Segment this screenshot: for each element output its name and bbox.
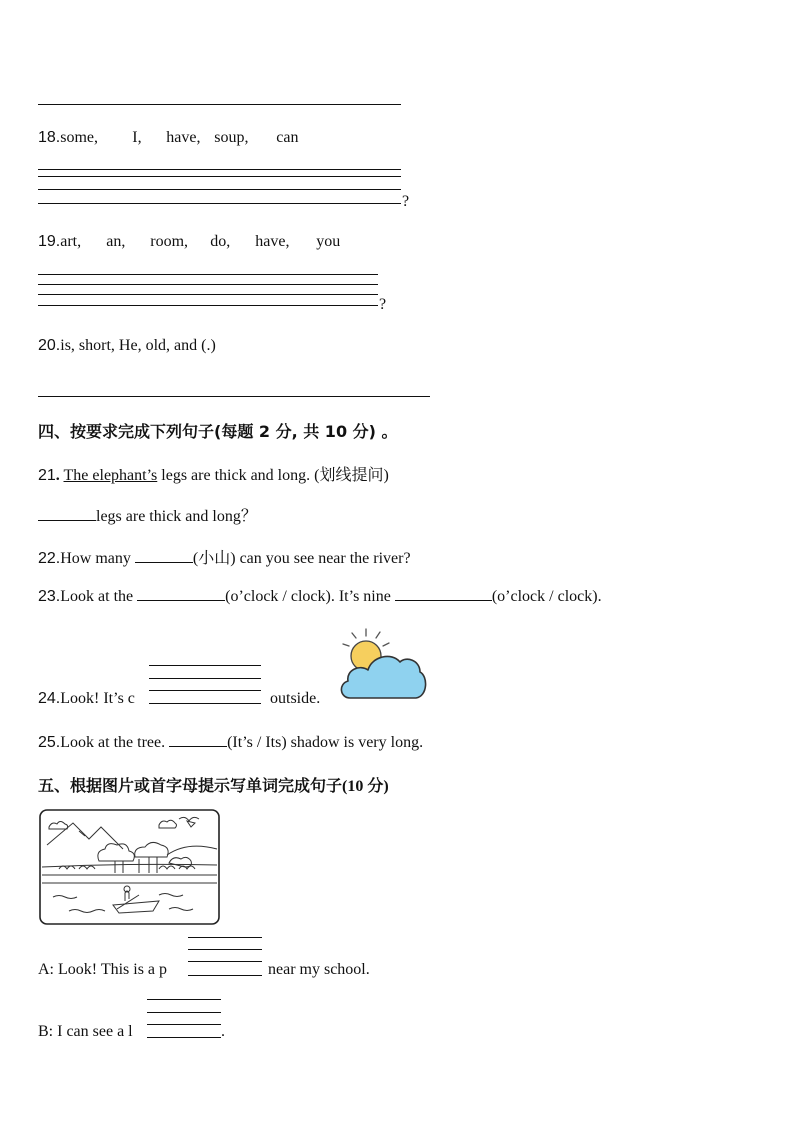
question-20 (38, 337, 216, 355)
question-18 (38, 129, 298, 147)
dialog-a-tail: near my school. (268, 961, 370, 978)
word: can (276, 129, 299, 146)
answer-line[interactable] (147, 1024, 221, 1025)
word: an, (106, 233, 126, 250)
answer-blank[interactable] (135, 548, 193, 563)
answer-line[interactable] (149, 678, 261, 679)
question-19 (38, 233, 340, 251)
answer-line[interactable] (147, 1012, 221, 1013)
answer-blank[interactable] (395, 586, 492, 601)
question-text: Look! It’s c (60, 690, 135, 707)
question-24 (38, 690, 135, 708)
answer-line[interactable] (38, 104, 401, 105)
question-21-answer (38, 503, 257, 526)
answer-line[interactable] (149, 665, 261, 666)
question-text: (o’clock / clock). (491, 588, 602, 605)
question-text: legs are thick and long. (划线提问) (157, 467, 389, 484)
question-25 (38, 732, 423, 752)
word: art, (60, 233, 82, 250)
question-text: Look at the (60, 588, 138, 605)
answer-blank[interactable] (38, 506, 96, 521)
question-number: 25. (38, 734, 61, 751)
question-number: 20. (38, 337, 61, 354)
answer-line[interactable] (38, 169, 401, 170)
question-number: 23. (38, 588, 61, 605)
section-5-score: (10 分) (342, 778, 389, 795)
question-text: (o’clock / clock). It’s nine (225, 588, 395, 605)
answer-line[interactable] (38, 284, 378, 285)
question-text: (It’s / Its) shadow is very long. (227, 734, 424, 751)
word: have, (166, 129, 201, 146)
answer-blank[interactable] (169, 732, 227, 747)
answer-line[interactable] (147, 999, 221, 1000)
answer-line[interactable] (38, 294, 378, 295)
answer-line[interactable] (149, 703, 261, 704)
word: soup, (214, 129, 249, 146)
answer-line[interactable] (38, 203, 401, 204)
answer-line[interactable] (149, 690, 261, 691)
answer-line[interactable] (188, 961, 262, 962)
word: you (316, 233, 341, 250)
question-number: 21 (38, 467, 56, 484)
question-number: 22. (38, 550, 61, 567)
question-number: 18. (38, 129, 61, 146)
word: have, (255, 233, 290, 250)
underlined-phrase: The elephant’s (63, 467, 158, 484)
cloud-sun-icon (336, 626, 428, 702)
question-mark: ? (379, 296, 387, 313)
answer-line[interactable] (188, 937, 262, 938)
word: room, (150, 233, 189, 250)
question-22 (38, 545, 411, 568)
dialog-a-text: A: Look! This is a p (38, 961, 168, 978)
section-5-title: 五、根据图片或首字母提示写单词完成句子 (38, 776, 343, 795)
question-text: (小山) can you see near the river? (192, 550, 411, 567)
question-text: Look at the tree. (60, 734, 170, 751)
question-number: 24. (38, 690, 61, 707)
question-number: 19. (38, 233, 61, 250)
question-mark: ? (402, 193, 410, 210)
question-23 (38, 586, 602, 606)
answer-line[interactable] (38, 305, 378, 306)
answer-blank[interactable] (137, 586, 225, 601)
answer-line[interactable] (188, 975, 262, 976)
question-text: How many (60, 550, 135, 567)
word: some, (60, 129, 99, 146)
answer-line[interactable] (38, 189, 401, 190)
question-21 (38, 462, 389, 485)
dialog-b-text: B: I can see a l (38, 1023, 133, 1040)
park-lake-picture (39, 809, 220, 925)
answer-line[interactable] (38, 396, 430, 397)
section-4-heading: 四、按要求完成下列句子(每题 2 分, 共 10 分) 。 (38, 422, 398, 441)
answer-line[interactable] (147, 1037, 221, 1038)
answer-text: legs are thick and long？ (96, 508, 257, 525)
word: I, (132, 129, 142, 146)
answer-line[interactable] (38, 274, 378, 275)
section-5-heading (38, 773, 389, 796)
dialog-b-tail: . (221, 1023, 225, 1040)
question-text: is, short, He, old, and (.) (60, 337, 216, 354)
question-24-tail: outside. (270, 690, 321, 707)
word: do, (210, 233, 231, 250)
question-dot: . (55, 467, 60, 484)
answer-line[interactable] (188, 949, 262, 950)
answer-line[interactable] (38, 176, 401, 177)
